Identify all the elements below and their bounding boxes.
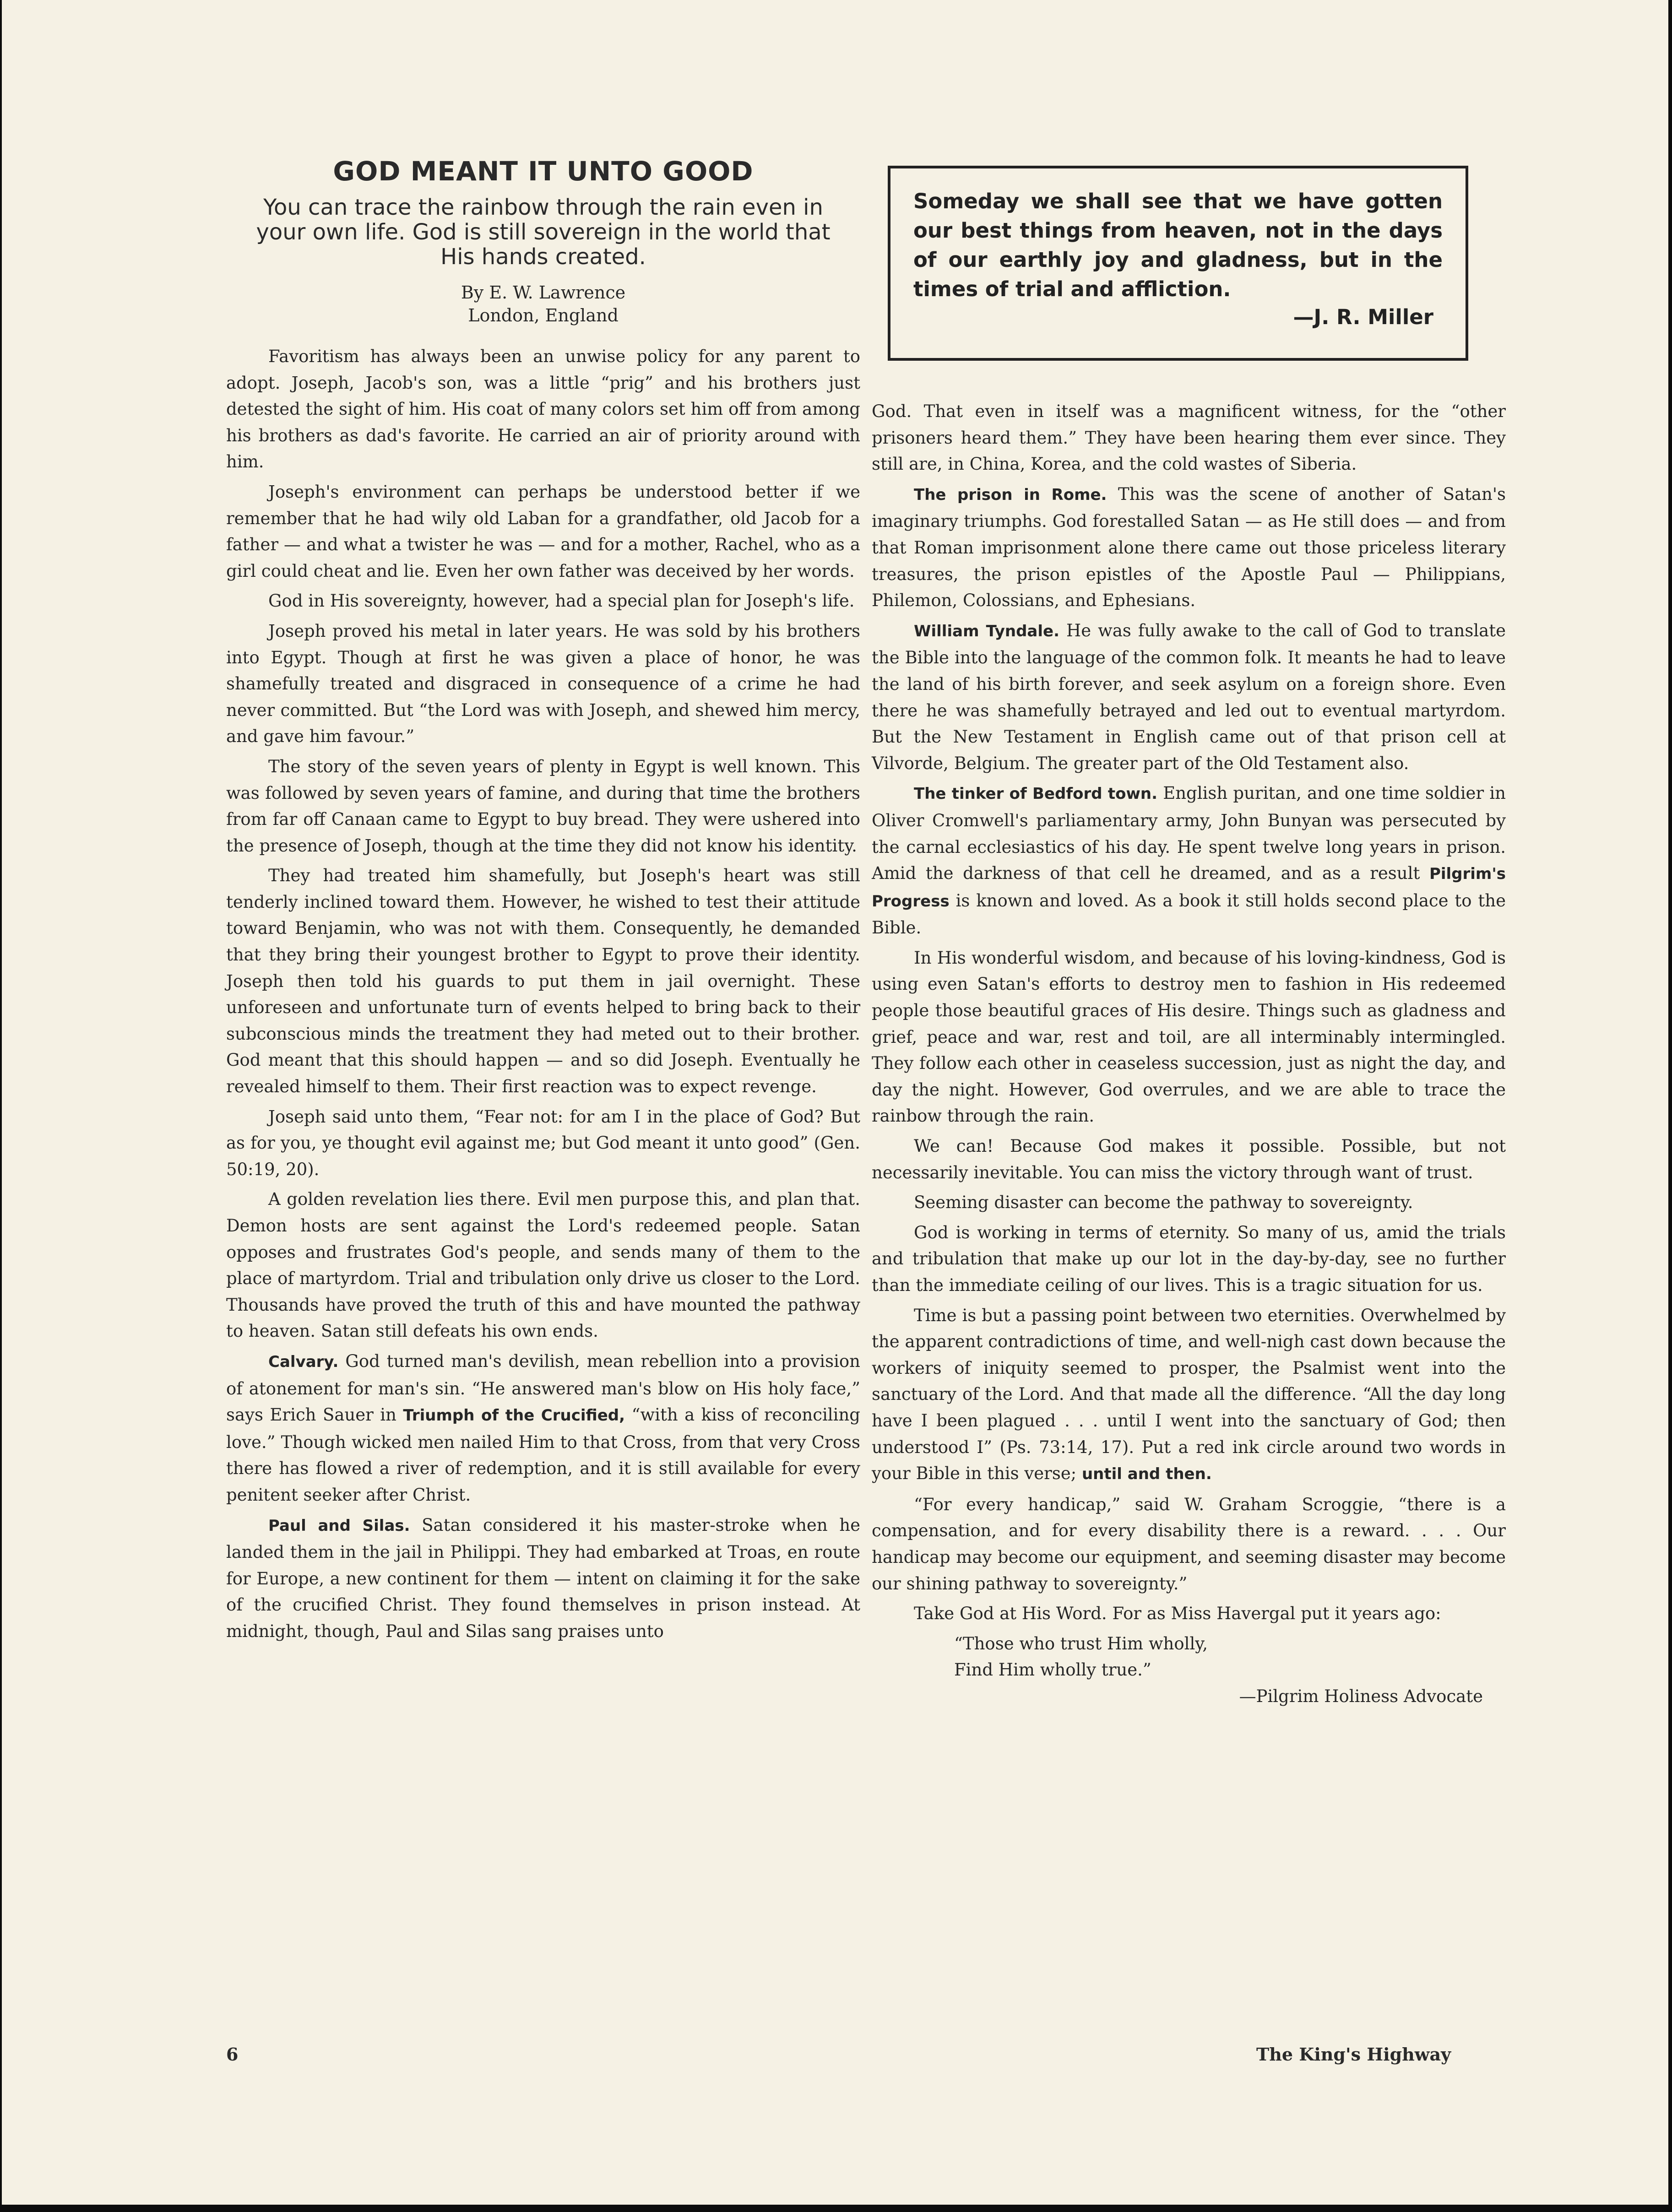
emphasized-title: until and then. <box>1081 1465 1212 1484</box>
paragraph-lead-in: Paul and Silas. <box>268 1516 410 1535</box>
right-column-body <box>872 398 1506 1627</box>
emphasized-title: Triumph of the Crucified, <box>403 1406 625 1425</box>
article-paragraph <box>872 481 1506 614</box>
paragraph-text-continued: is known and loved. As a book it still holds second place to the Bible. <box>872 890 1506 938</box>
article-paragraph <box>872 1302 1506 1488</box>
article-subtitle: You can trace the rainbow through the rain even in your own life. God is still sovereign in the world that His hands created. <box>256 195 831 270</box>
paragraph-text: God in His sovereignty, however, had a special plan for Joseph's life. <box>268 591 855 611</box>
article-paragraph <box>872 1189 1506 1216</box>
left-column-body <box>226 343 860 1645</box>
paragraph-text: Seeming disaster can become the pathway to sovereignty. <box>914 1193 1413 1213</box>
poem-line: “Those who trust Him wholly, <box>954 1633 1208 1654</box>
paragraph-lead-in: Calvary. <box>268 1352 339 1371</box>
magazine-page <box>2 0 1668 2205</box>
poem-excerpt <box>954 1631 1506 1683</box>
paragraph-lead-in: The tinker of Bedford town. <box>914 785 1157 803</box>
paragraph-text: God turned man's devilish, mean rebellion into a provision of atonement for man's sin. “He answered man's blow on His holy face,” says Erich Sauer in <box>226 1351 861 1425</box>
paragraph-text: “For every handicap,” said W. Graham Scroggie, “there is a compensation, and for every disability there is a reward. . . . Our handicap may become our equipment, and seeming disaster may become our shining pathway to sovereignty.” <box>872 1494 1506 1594</box>
article-paragraph <box>872 1133 1506 1186</box>
article-paragraph <box>226 343 860 475</box>
article-paragraph <box>872 780 1506 941</box>
paragraph-text: God is working in terms of eternity. So many of us, amid the trials and tribulation that make up our lot in the day-by-day, see no further than the immediate ceiling of our lives. This is a tragic situation for us. <box>872 1222 1506 1295</box>
left-column <box>226 156 860 1648</box>
page-number: 6 <box>226 2044 239 2065</box>
article-paragraph <box>226 754 860 859</box>
article-paragraph <box>226 1348 860 1508</box>
pull-quote-box <box>888 166 1468 361</box>
paragraph-text: Satan considered it his master-stroke when he landed them in the jail in Philippi. They had embarked at Troas, en route for Europe, a new continent for them — intent on claiming it for the sake of the crucified Christ. They found themselves in prison instead. At midnight, though, Paul and Silas sang praises unto <box>226 1515 860 1641</box>
byline-block <box>226 281 860 327</box>
paragraph-text: Joseph's environment can perhaps be understood better if we remember that he had wily old Laban for a grandfather, old Jacob for a father — and what a twister he was — and for a mother, Rachel, who as a girl could cheat and lie. Even her own father was deceived by her words. <box>226 482 860 581</box>
article-paragraph <box>872 945 1506 1129</box>
paragraph-text: Time is but a passing point between two eternities. Overwhelmed by the apparent contradictions of time, and well-nigh cast down because the workers of iniquity seemed to prosper, the Psalmist went into the sanctuary of the Lord. And that made all the difference. “All the day long have I been plagued . . . until I went into the sanctuary of God; then understood I” (Ps. 73:14, 17). Put a red ink circle around two words in your Bible in this verse; <box>872 1305 1506 1484</box>
pull-quote-text: Someday we shall see that we have gotten our best things from heaven, not in the days of our earthly joy and gladness, but in the times of trial and affliction. <box>913 189 1443 301</box>
article-paragraph <box>872 1491 1506 1597</box>
poem-line: Find Him wholly true.” <box>954 1660 1151 1680</box>
article-paragraph <box>872 398 1506 477</box>
article-paragraph <box>226 1512 860 1645</box>
paragraph-text: They had treated him shamefully, but Joseph's heart was still tenderly inclined toward them. However, he wished to test their attitude toward Benjamin, who was not with them. Consequently, he demanded that they bring their youngest brother to Egypt to prove their identity. Joseph then told his guards to put them in jail overnight. These unforeseen and unfortunate turn of events helped to bring back to their subconscious minds the treatment they had meted out to their brother. God meant that this should happen — and so did Joseph. Eventually he revealed himself to them. Their first reaction was to expect revenge. <box>226 866 860 1097</box>
article-paragraph <box>226 618 860 750</box>
article-paragraph <box>872 1220 1506 1299</box>
publication-title: The King's Highway <box>1256 2044 1451 2065</box>
author-line: By E. W. Lawrence <box>461 282 626 303</box>
article-title: GOD MEANT IT UNTO GOOD <box>333 156 754 187</box>
article-source: —Pilgrim Holiness Advocate <box>1239 1686 1483 1706</box>
paragraph-text: English puritan, and one time soldier in Oliver Cromwell's parliamentary army, John Bunyan was persecuted by the carnal ecclesiastics of his day. He spent twelve long years in prison. Amid the darkness of that cell he dreamed, and as a result <box>872 783 1506 884</box>
paragraph-lead-in: The prison in Rome. <box>914 485 1107 504</box>
paragraph-lead-in: William Tyndale. <box>914 622 1060 640</box>
author-location: London, England <box>468 305 619 325</box>
paragraph-text: Joseph said unto them, “Fear not: for am I in the place of God? But as for you, ye thought evil against me; but God meant it unto good” (Gen. 50:19, 20). <box>226 1106 860 1179</box>
paragraph-text: A golden revelation lies there. Evil men purpose this, and plan that. Demon hosts are sent against the Lord's redeemed people. Satan opposes and frustrates God's people, and sends many of them to the place of martyrdom. Trial and tribulation only drive us closer to the Lord. Thousands have proved the truth of this and have mounted the pathway to heaven. Satan still defeats his own ends. <box>226 1189 860 1341</box>
article-paragraph <box>226 479 860 584</box>
paragraph-text: Take God at His Word. For as Miss Havergal put it years ago: <box>914 1604 1441 1624</box>
paragraph-text: Joseph proved his metal in later years. He was sold by his brothers into Egypt. Though at first he was given a place of honor, he was shamefully treated and disgraced in consequence of a crime he had never committed. But “the Lord was with Joseph, and shewed him mercy, and gave him favour.” <box>226 621 860 747</box>
pull-quote-author: —J. R. Miller <box>1293 305 1433 329</box>
paragraph-text: God. That even in itself was a magnificent witness, for the “other prisoners heard them.” They have been hearing them ever since. They still are, in China, Korea, and the cold wastes of Siberia. <box>872 401 1506 474</box>
paragraph-text: He was fully awake to the call of God to translate the Bible into the language of the common folk. It meants he had to leave the land of his birth forever, and seek asylum on a foreign shore. Even there he was shamefully betrayed and led out to eventual martyrdom. But the New Testament in English came out of that prison cell at Vilvorde, Belgium. The greater part of the Old Testament also. <box>872 620 1506 773</box>
paragraph-text: We can! Because God makes it possible. Possible, but not necessarily inevitable. You can miss the victory through want of trust. <box>872 1136 1506 1182</box>
paragraph-text: This was the scene of another of Satan's imaginary triumphs. God forestalled Satan — as He still does — and from that Roman imprisonment alone there came out those priceless literary treasures, the prison epistles of the Apostle Paul — Philippians, Philemon, Colossians, and Ephesians. <box>872 484 1506 611</box>
paragraph-text: In His wonderful wisdom, and because of his loving-kindness, God is using even Satan's efforts to destroy men to fashion in His redeemed people those beautiful graces of His desire. Things such as gladness and grief, peace and war, rest and toil, are all interminably intermingled. They follow each other in ceaseless succession, just as night the day, and day the night. However, God overrules, and we are able to trace the rainbow through the rain. <box>872 948 1506 1126</box>
article-paragraph <box>872 1600 1506 1627</box>
article-paragraph <box>226 1104 860 1183</box>
paragraph-text: Favoritism has always been an unwise policy for any parent to adopt. Joseph, Jacob's son, was a little “prig” and his brothers just detested the sight of him. His coat of many colors set him off from among his brothers as dad's favorite. He carried an air of priority around with him. <box>226 347 860 472</box>
article-paragraph <box>226 1186 860 1345</box>
article-paragraph <box>226 588 860 614</box>
article-paragraph <box>872 618 1506 777</box>
paragraph-text-continued: “with a kiss of reconciling love.” Though wicked men nailed Him to that Cross, from that very Cross there has flowed a river of redemption, and it is still available for every penitent seeker after Christ. <box>226 1405 860 1505</box>
emphasized-title: Pilgrim's Progress <box>872 865 1506 911</box>
right-column <box>872 398 1506 1710</box>
article-paragraph <box>226 862 860 1100</box>
paragraph-text: The story of the seven years of plenty in Egypt is well known. This was followed by seven years of famine, and during that time the brothers from far off Canaan came to Egypt to buy bread. They were ushered into the presence of Joseph, though at the time they did not know his identity. <box>226 756 860 856</box>
